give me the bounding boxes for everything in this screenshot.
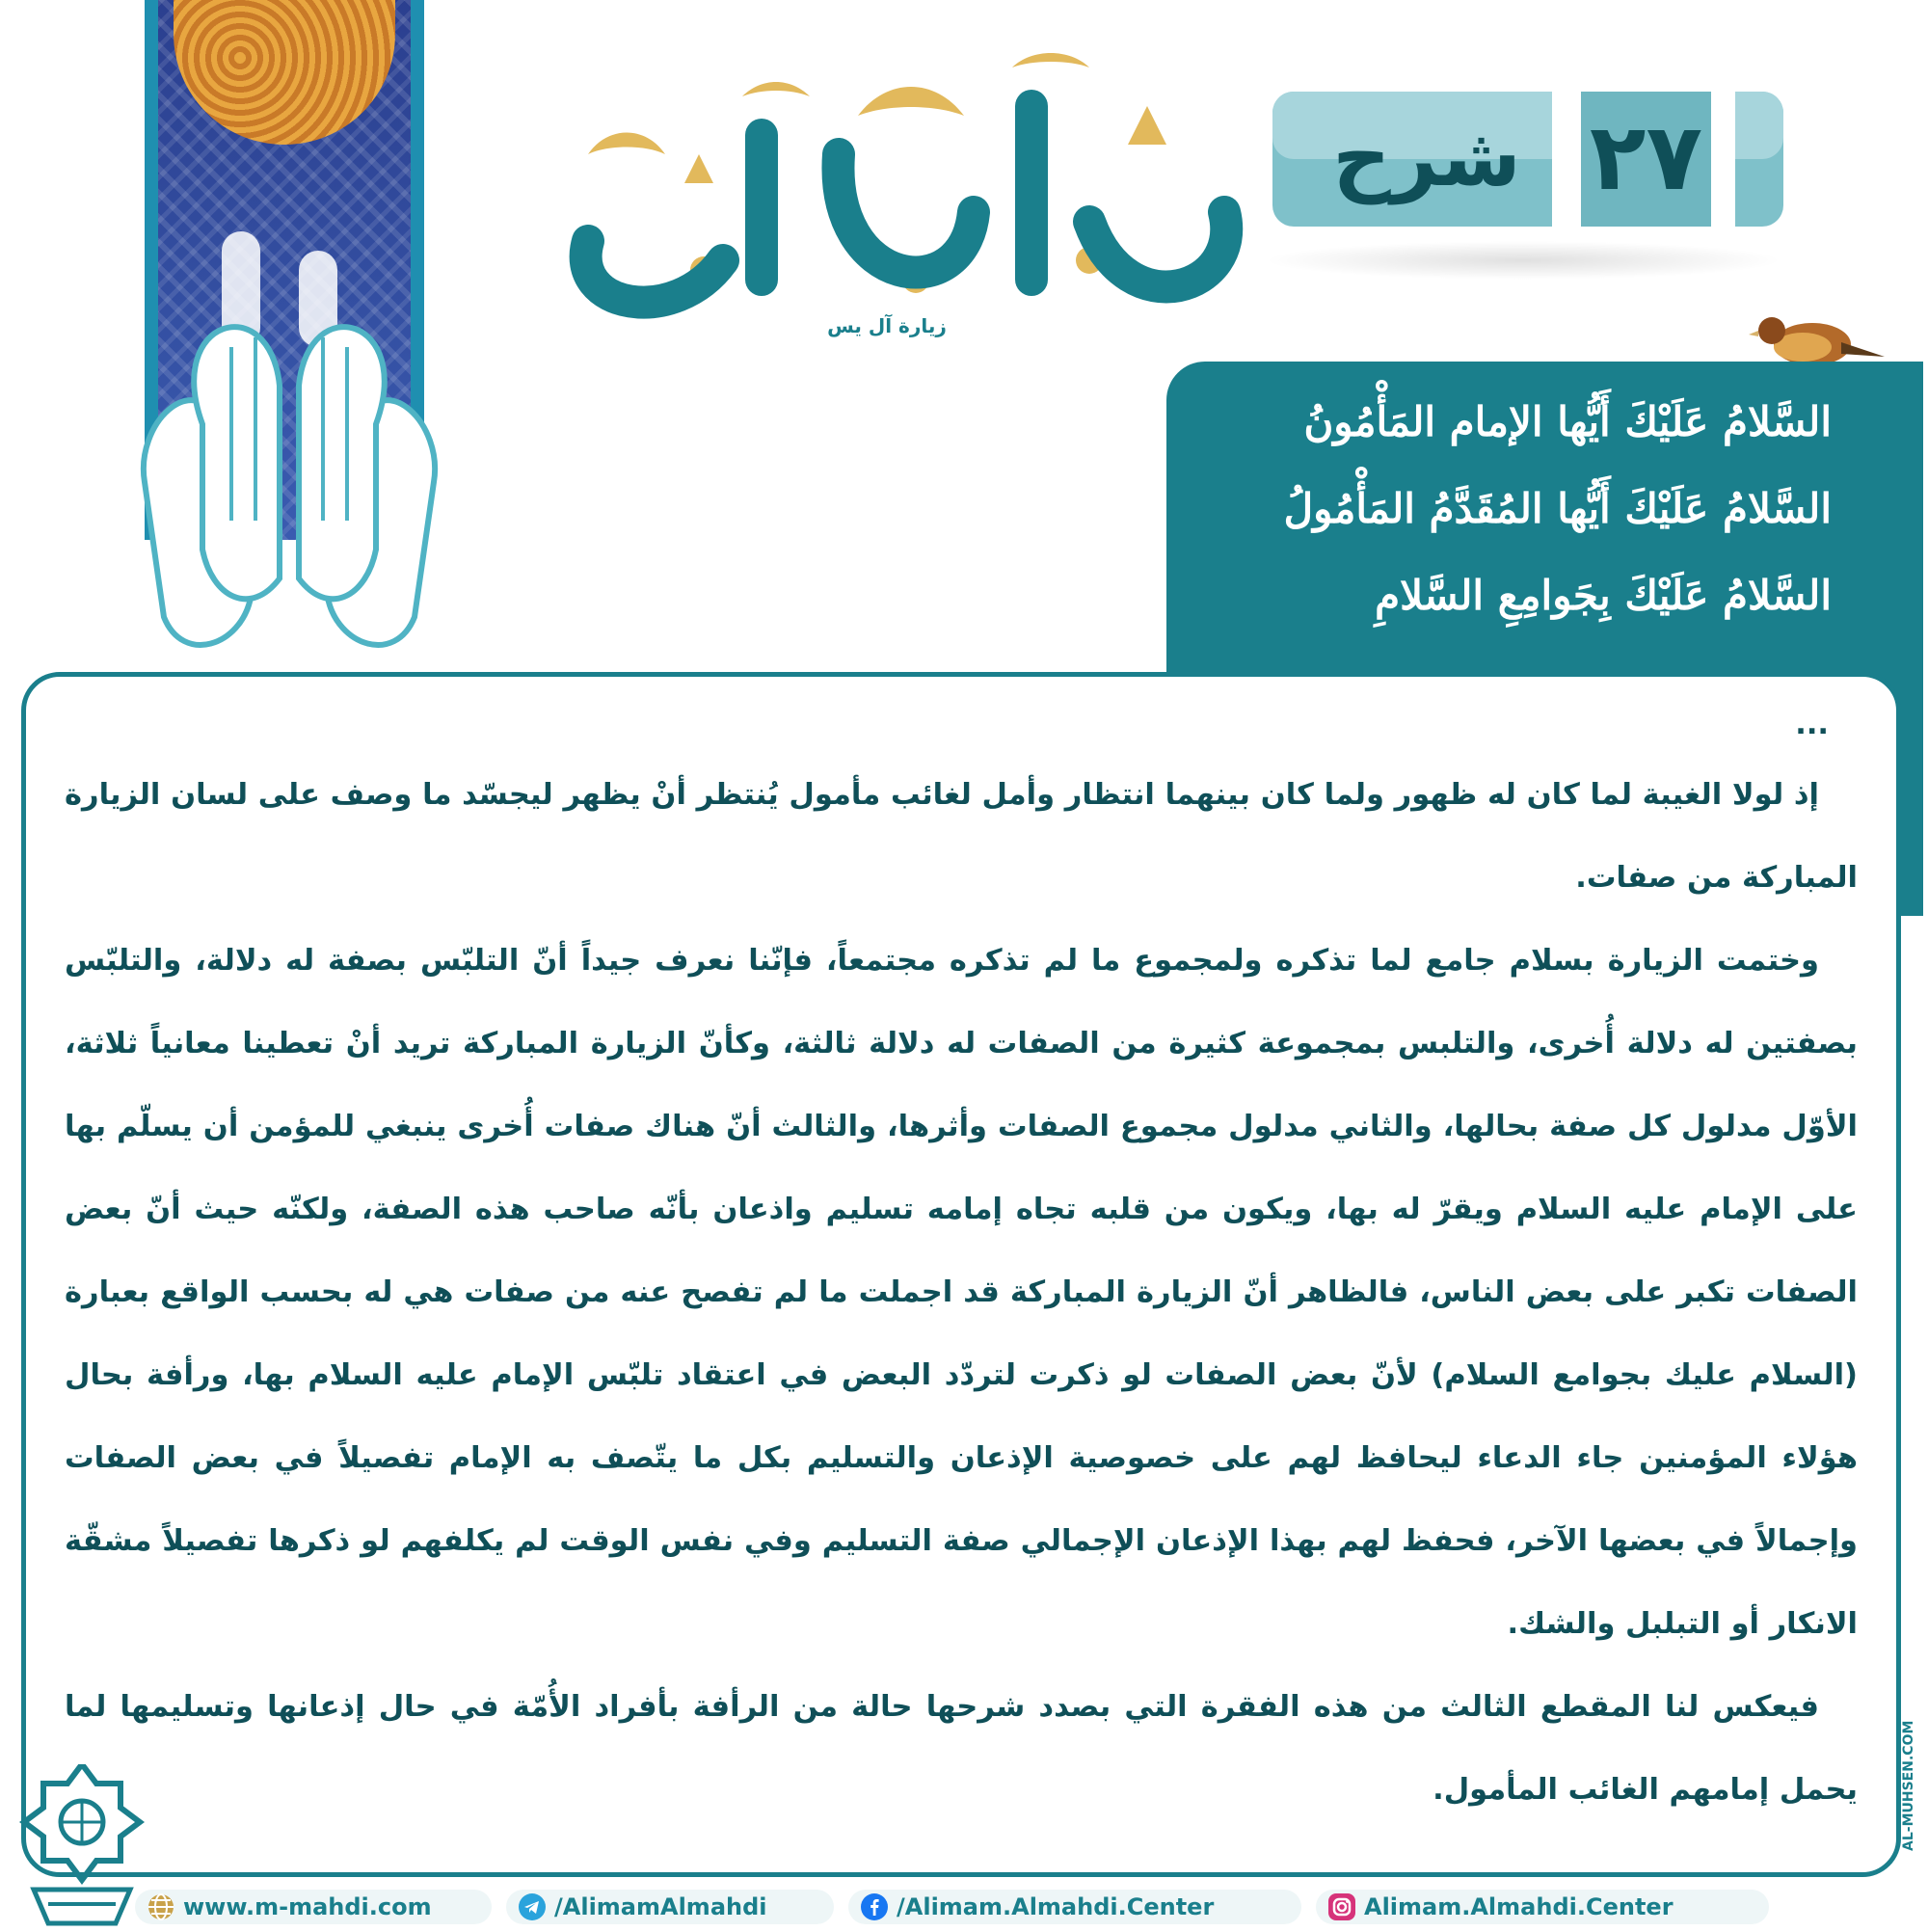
main-text-panel bbox=[21, 672, 1901, 1877]
title-calligraphy bbox=[511, 39, 1263, 347]
telegram-text: /AlimamAlmahdi bbox=[554, 1893, 767, 1920]
quote-line-1: السَّلامُ عَلَيْكَ أَيُّها الإمام المَأْمُونُ bbox=[1303, 398, 1832, 445]
watermark-text: AL-MUHSEN.COM bbox=[1901, 1720, 1916, 1851]
badge-shadow bbox=[1263, 241, 1783, 280]
episode-number: ٢٧ bbox=[1589, 103, 1703, 211]
website-text: www.m-mahdi.com bbox=[183, 1893, 432, 1920]
center-logo bbox=[19, 1764, 145, 1928]
praying-hands-illustration bbox=[106, 231, 472, 675]
episode-label: شرح bbox=[1332, 110, 1521, 204]
episode-badge bbox=[1272, 82, 1783, 236]
telegram-icon bbox=[518, 1892, 547, 1921]
ellipsis: ... bbox=[1795, 708, 1829, 741]
watermark bbox=[1897, 1716, 1926, 1851]
instagram-link[interactable] bbox=[1316, 1890, 1769, 1924]
instagram-icon bbox=[1327, 1892, 1356, 1921]
facebook-icon bbox=[860, 1892, 889, 1921]
quote-line-3: السَّلامُ عَلَيْكَ بِجَوامِعِ السَّلامِ bbox=[1375, 572, 1832, 619]
facebook-link[interactable] bbox=[848, 1890, 1301, 1924]
body-text bbox=[65, 696, 1858, 1832]
paragraph-1: إذ لولا الغيبة لما كان له ظهور ولما كان بينهما انتظار وأمل لغائب مأمول يُنتظر أنْ يظهر ليجسّد ما وصف على لسان الزيارة المباركة من صفات. bbox=[65, 778, 1858, 895]
telegram-link[interactable] bbox=[506, 1890, 834, 1924]
quote-line-2: السَّلامُ عَلَيْكَ أَيُّها المُقَدَّمُ المَأْمُولُ bbox=[1283, 485, 1832, 532]
paragraph-3: فيعكس لنا المقطع الثالث من هذه الفقرة التي بصدد شرحها حالة من الرأفة بأفراد الأُمّة في حال إذعانها وتسليمها لما يحمل إمامهم الغائب المأمول. bbox=[65, 1690, 1858, 1807]
instagram-text: Alimam.Almahdi.Center bbox=[1364, 1893, 1674, 1920]
title-calligraphy-text: زيارة آل يس bbox=[827, 314, 947, 337]
facebook-text: /Alimam.Almahdi.Center bbox=[897, 1893, 1215, 1920]
globe-icon bbox=[147, 1892, 175, 1921]
paragraph-2: وختمت الزيارة بسلام جامع لما تذكره ولمجموع ما لم تذكره مجتمعاً، فإنّنا نعرف جيداً أنّ التلبّس بصفة له دلالة، والتلبّس بصفتين له دلالة أُخرى، والتلبس بمجموعة كثيرة من الصفات له دلالة ثالثة، وكأنّ الزيارة المباركة تريد أنْ تعطينا معانياً ثلاثة، الأوّل مدلول كل صفة بحالها، والثاني مدلول مجموع الصفات وأثرها، والثالث أنّ هناك صفات أُخرى ينبغي للمؤمن أن يسلّم بها على الإمام عليه السلام ويقرّ له بها، ويكون من قلبه تجاه إمامه تسليم واذعان بأنّه صاحب هذه الصفة، ولكنّه حيث أنّ بعض الصفات تكبر على بعض الناس، فالظاهر أنّ الزيارة المباركة قد اجملت ما لم تفصح عنه من صفات هي له بحسب الواقع بعبارة (السلام عليك بجوامع السلام) لأنّ بعض الصفات لو ذكرت لتردّد البعض في اعتقاد تلبّس الإمام عليه السلام بها، ورأفة بحال هؤلاء المؤمنين جاء الدعاء ليحافظ لهم على خصوصية الإذعان والتسليم بكل ما يتّصف به الإمام تفصيلاً في بعض الصفات وإجمالاً في بعضها الآخر، فحفظ لهم بهذا الإذعان الإجمالي صفة التسليم وفي نفس الوقت لم يكلفهم لو ذكرها تفصيلاً مشقّة الانكار أو التبلبل والشك. bbox=[65, 944, 1858, 1641]
website-link[interactable] bbox=[135, 1890, 492, 1924]
footer bbox=[135, 1888, 1928, 1926]
